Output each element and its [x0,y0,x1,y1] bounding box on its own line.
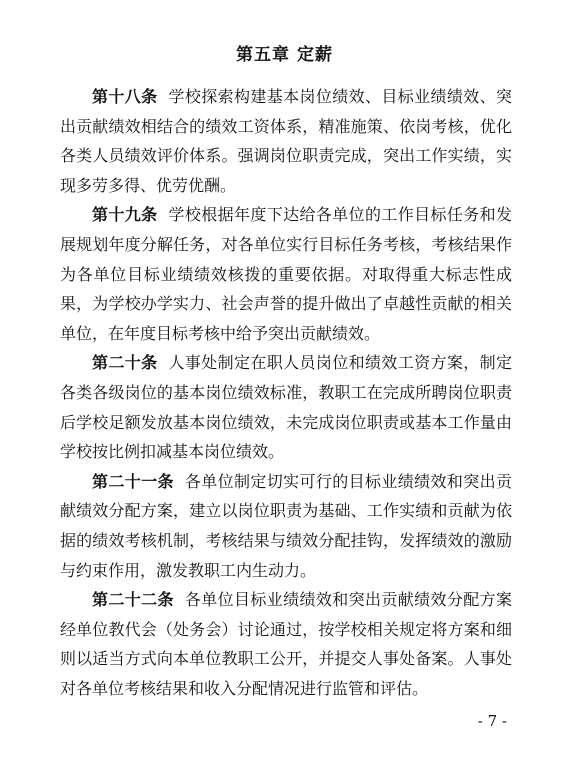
chapter-title: 第五章 定薪 [236,45,333,65]
article-number: 第十八条 [92,87,158,106]
article-text: 学校根据年度下达给各单位的工作目标任务和发展规划年度分解任务，对各单位实行目标任务考核，考核结果作为各单位目标业绩绩效核拨的重要依据。对取得重大标志性成果，为学校办学实力、社会声誉的提升做出了卓越性贡献的相关单位，在年度目标考核中给予突出贡献绩效。 [60,205,512,343]
article-22 [60,585,512,703]
article-text: 学校探索构建基本岗位绩效、目标业绩绩效、突出贡献绩效相结合的绩效工资体系，精准施策、依岗考核，优化各类人员绩效评价体系。强调岗位职责完成，突出工作实绩，实现多劳多得、优劳优酬。 [60,87,512,195]
article-19 [60,200,512,348]
article-text: 人事处制定在职人员岗位和绩效工资方案，制定各类各级岗位的基本岗位绩效标准，教职工在完成所聘岗位职责后学校足额发放基本岗位绩效，未完成岗位职责或基本工作量由学校按比例扣减基本岗位绩效。 [60,353,512,462]
article-20 [60,348,512,466]
article-number: 第十九条 [92,205,158,225]
article-text: 各单位目标业绩绩效和突出贡献绩效分配方案经单位教代会（处务会）讨论通过，按学校相关规定将方案和细则以适当方式向本单位教职工公开，并提交人事处备案。人事处对各单位考核结果和收入分配情况进行监管和评估。 [60,590,512,698]
article-number: 第二十二条 [92,590,174,610]
article-number: 第二十条 [92,353,158,373]
article-text: 各单位制定切实可行的目标业绩绩效和突出贡献绩效分配方案，建立以岗位职责为基础、工作实绩和贡献为依据的绩效考核机制，考核结果与绩效分配挂钩，发挥绩效的激励与约束作用，激发教职工内生动力。 [60,471,512,580]
document-body [60,82,512,703]
page-number: - 7 - [477,712,507,730]
article-18 [60,82,512,200]
article-number: 第二十一条 [92,471,174,491]
article-21 [60,467,512,585]
